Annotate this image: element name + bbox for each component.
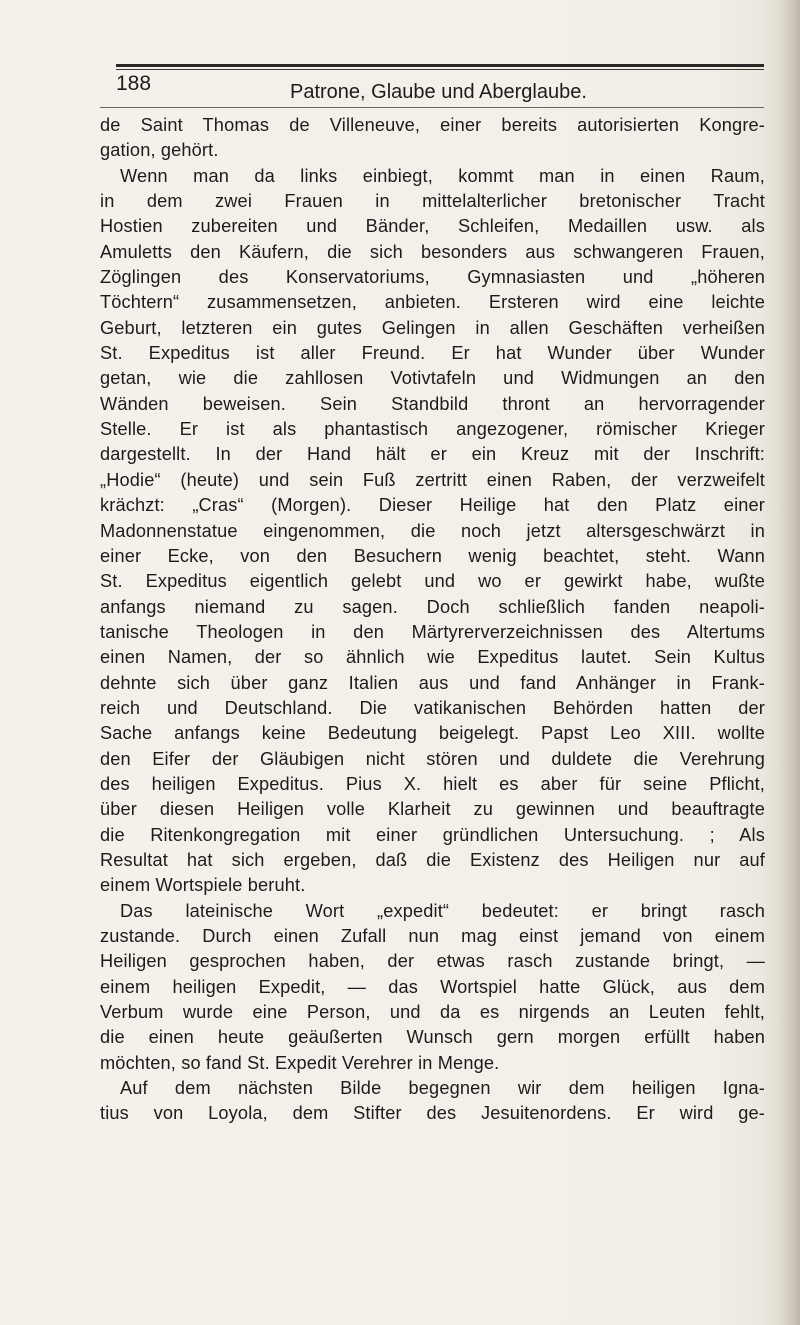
text-line: dehnte sich über ganz Italien aus und fand Anhänger in Frank- — [100, 672, 765, 693]
body-text — [100, 113, 765, 1127]
text-line: „Hodie“ (heute) und sein Fuß zertritt einen Raben, der verzweifelt — [100, 469, 765, 490]
text-line: Amuletts den Käufern, die sich besonders aus schwangeren Frauen, — [100, 241, 765, 262]
text-line: in dem zwei Frauen in mittelalterlicher bretonischer Tracht — [100, 191, 765, 212]
header-rule-thick — [116, 64, 764, 67]
text-line: Zöglingen des Konservatoriums, Gymnasiasten und „höheren — [100, 267, 765, 288]
text-line: Auf dem nächsten Bilde begegnen wir dem heiligen Igna- — [120, 1078, 765, 1099]
text-line: anfangs niemand zu sagen. Doch schließlich fanden neapoli- — [100, 596, 765, 617]
page-number: 188 — [116, 72, 152, 95]
text-line: St. Expeditus ist aller Freund. Er hat Wunder über Wunder — [100, 343, 765, 364]
page-edge-shadow — [778, 0, 800, 1325]
text-line: Resultat hat sich ergeben, daß die Existenz des Heiligen nur auf — [100, 849, 765, 870]
text-line: reich und Deutschland. Die vatikanischen Behörden hatten der — [100, 697, 765, 718]
text-line: Wänden beweisen. Sein Standbild thront an hervorragender — [100, 393, 765, 414]
text-line: einer Ecke, von den Besuchern wenig beachtet, steht. Wann — [100, 545, 765, 566]
text-line: einen Namen, der so ähnlich wie Expeditus lautet. Sein Kultus — [100, 647, 765, 668]
text-line: Das lateinische Wort „expedit“ bedeutet: er bringt rasch — [120, 900, 765, 921]
text-line: Hostien zubereiten und Bänder, Schleifen, Medaillen usw. als — [100, 216, 765, 237]
text-line: zustande. Durch einen Zufall nun mag einst jemand von einem — [100, 926, 765, 946]
text-line: getan, wie die zahllosen Votivtafeln und Widmungen an den — [100, 368, 765, 389]
text-line: über diesen Heiligen volle Klarheit zu gewinnen und beauftragte — [100, 799, 765, 820]
text-line: die Ritenkongregation mit einer gründlichen Untersuchung. ; Als — [100, 824, 765, 845]
text-line: den Eifer der Gläubigen nicht stören und duldete die Verehrung — [100, 748, 765, 769]
text-line: krächzt: „Cras“ (Morgen). Dieser Heilige hat den Platz einer — [100, 495, 765, 516]
text-line: Geburt, letzteren ein gutes Gelingen in allen Geschäften verheißen — [100, 317, 765, 338]
text-line: Wenn man da links einbiegt, kommt man in einen Raum, — [120, 165, 765, 186]
text-line: de Saint Thomas de Villeneuve, einer bereits autorisierten Kongre- — [100, 115, 765, 135]
text-line: tius von Loyola, dem Stifter des Jesuitenordens. Er wird ge- — [100, 1103, 765, 1124]
text-line: möchten, so fand St. Expedit Verehrer in Menge. — [100, 1052, 500, 1073]
text-line: St. Expeditus eigentlich gelebt und wo er gewirkt habe, wußte — [100, 571, 765, 592]
text-line: einem Wortspiele beruht. — [100, 875, 306, 896]
text-line: Verbum wurde eine Person, und da es nirgends an Leuten fehlt, — [100, 1002, 765, 1023]
header-rule-thin — [116, 69, 764, 70]
text-line: dargestellt. In der Hand hält er ein Kreuz mit der Inschrift: — [100, 444, 765, 465]
header-underline — [100, 107, 764, 108]
text-line: einem heiligen Expedit, — das Wortspiel hatte Glück, aus dem — [100, 976, 765, 997]
text-line: die einen heute geäußerten Wunsch gern morgen erfüllt haben — [100, 1027, 765, 1048]
text-line: Stelle. Er ist als phantastisch angezogener, römischer Krieger — [100, 419, 765, 440]
text-line: Madonnenstatue eingenommen, die noch jetzt altersgeschwärzt in — [100, 520, 765, 541]
text-line: Heiligen gesprochen haben, der etwas rasch zustande bringt, — — [100, 951, 765, 972]
text-line: des heiligen Expeditus. Pius X. hielt es aber für seine Pflicht, — [100, 773, 765, 794]
text-line: gation, gehört. — [100, 140, 219, 161]
text-line: Sache anfangs keine Bedeutung beigelegt. Papst Leo XIII. wollte — [100, 723, 765, 744]
text-line: Töchtern“ zusammensetzen, anbieten. Ersteren wird eine leichte — [100, 292, 765, 313]
text-line: tanische Theologen in den Märtyrerverzeichnissen des Altertums — [100, 621, 765, 642]
running-title: Patrone, Glaube und Aberglaube. — [290, 81, 587, 103]
